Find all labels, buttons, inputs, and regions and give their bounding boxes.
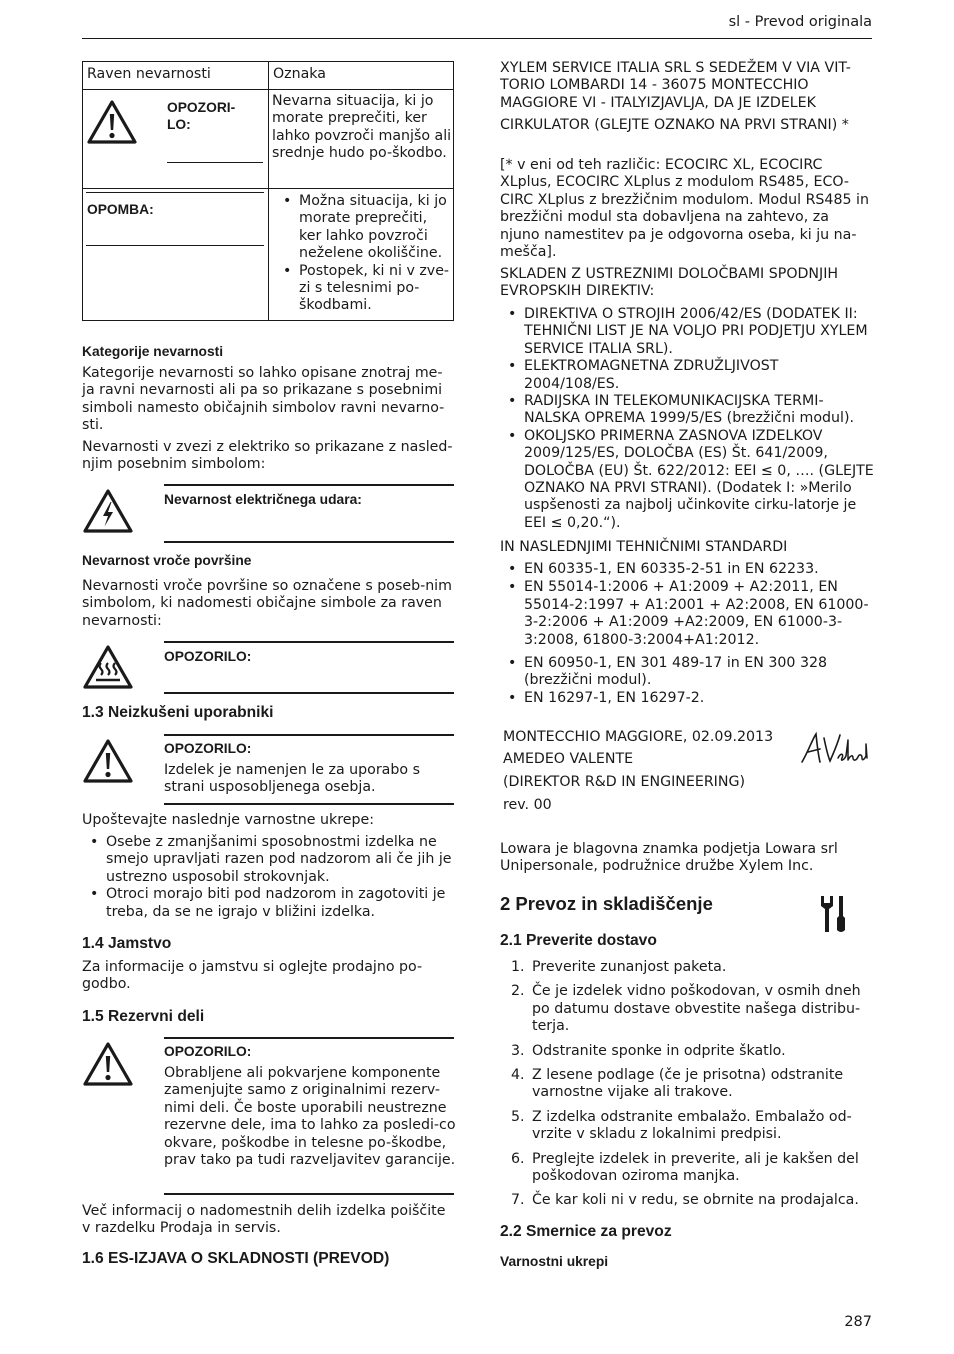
s1-3-warning-label: OPOZORILO: bbox=[164, 741, 252, 756]
directives-list bbox=[500, 306, 874, 532]
list-item: 2. Če je izdelek vidno poškodovan, v osmih dneh po datumu dostave obvestite našega distribu-terja. bbox=[511, 983, 861, 1035]
row2-list bbox=[275, 193, 451, 315]
list-item: 3. Odstranite sponke in odprite škatlo. bbox=[511, 1042, 786, 1059]
hot-surface-label: OPOZORILO: bbox=[164, 649, 252, 664]
row2-label: OPOMBA: bbox=[87, 202, 154, 217]
section-2-1-title: 2.1 Preverite dostavo bbox=[500, 932, 657, 949]
s1-4-text: Za informacije o jamstvu si oglejte prodajno po-godbo. bbox=[82, 959, 423, 993]
declaration-p5: IN NASLEDNJIMI TEHNIČNIMI STANDARDI bbox=[500, 539, 788, 555]
list-item: • DIREKTIVA O STROJIH 2006/42/ES (DODATEK II: TEHNIČNI LIST JE NA VOLJO PRI PODJETJU XYLEM SERVICE ITALIA SRL). bbox=[500, 306, 874, 358]
categories-p2: Nevarnosti v zvezi z elektriko so prikazane z nasled-njim posebnim simbolom: bbox=[82, 439, 453, 473]
list-item: • EN 16297-1, EN 16297-2. bbox=[500, 690, 874, 707]
list-item: • EN 60950-1, EN 301 489-17 in EN 300 328 (brezžični modul). bbox=[500, 655, 874, 690]
categories-p1: Kategorije nevarnosti so lahko opisane znotraj me-ja ravni nevarnosti ali pa so prikazane s posebnimi simboli namesto običajnih simbolov ravni nevarno-sti. bbox=[82, 365, 445, 434]
list-item: • RADIJSKA IN TELEKOMUNIKACIJSKA TERMI-NALSKA OPREMA 1999/5/ES (brezžični modul). bbox=[500, 393, 874, 428]
s1-5-warning-label: OPOZORILO: bbox=[164, 1044, 252, 1059]
hot-surface-title: Nevarnost vroče površine bbox=[82, 553, 252, 568]
section-1-3-title: 1.3 Neizkušeni uporabniki bbox=[82, 704, 274, 721]
hazard-table bbox=[82, 61, 454, 321]
list-item: • Postopek, ki ni v zve-zi s telesnimi po-škodbami. bbox=[275, 263, 451, 315]
list-item: • EN 60335-1, EN 60335-2-51 in EN 62233. bbox=[500, 561, 874, 578]
electric-label: Nevarnost električnega udara: bbox=[164, 492, 362, 507]
s1-3-intro: Upoštevajte naslednje varnostne ukrepe: bbox=[82, 812, 375, 828]
hot-surface-icon bbox=[82, 644, 134, 690]
delivery-steps bbox=[500, 959, 874, 1217]
safety-subtitle: Varnostni ukrepi bbox=[500, 1254, 609, 1269]
declaration-p2: CIRKULATOR (GLEJTE OZNAKO NA PRVI STRANI) * bbox=[500, 117, 849, 133]
list-item: 6. Preglejte izdelek in preverite, ali je kakšen del poškodovan oziroma manjka. bbox=[511, 1150, 859, 1185]
list-item: 1. Preverite zunanjost paketa. bbox=[511, 959, 727, 975]
list-item: • ELEKTROMAGNETNA ZDRUŽLJIVOST 2004/108/ES. bbox=[500, 358, 874, 393]
table-header-level: Raven nevarnosti bbox=[87, 66, 211, 82]
declaration-p4: SKLADEN Z USTREZNIMI DOLOČBAMI SPODNJIH EVROPSKIH DIREKTIV: bbox=[500, 266, 839, 300]
hot-surface-text: Nevarnosti vroče površine so označene s poseb-nim simbolom, ki nadomesti običajne simbole za raven nevarnosti: bbox=[82, 578, 452, 629]
s1-5-warning-text: Obrabljene ali pokvarjene komponente zamenjujte samo z originalnimi rezerv-nimi deli. Če boste uporabili neustrezne rezervne dele, ima to lahko za posledi-co okvare, poškodbe in telesne po-škodbe, prav tako pa tudi razveljavitev garancije. bbox=[164, 1065, 456, 1169]
declaration-p3: [* v eni od teh različic: ECOCIRC XL, ECOCIRC XLplus, ECOCIRC XLplus z modulom RS485, ECO-CIRC XLplus z brezžičnim modulom. Modul RS485 in brezžični modul sta dobavljena na zahtevo, za njuno namestitev pa je odgovorna oseba, ki ju na-mešča]. bbox=[500, 157, 869, 261]
header-text: sl - Prevod originala bbox=[728, 14, 872, 30]
section-2-title: 2 Prevoz in skladiščenje bbox=[500, 893, 713, 914]
s1-3-list bbox=[82, 834, 454, 921]
sign-rev: rev. 00 bbox=[503, 797, 552, 813]
warning-triangle-icon bbox=[82, 738, 134, 784]
brand-note: Lowara je blagovna znamka podjetja Lowara srl Unipersonale, podružnice družbe Xylem Inc. bbox=[500, 841, 838, 875]
warning-triangle-icon bbox=[82, 1041, 134, 1087]
table-header-sign: Oznaka bbox=[273, 66, 326, 82]
sign-role: (DIREKTOR R&D IN ENGINEERING) bbox=[503, 774, 746, 790]
list-item: • OKOLJSKO PRIMERNA ZASNOVA IZDELKOV 2009/125/ES, DOLOČBA (ES) Št. 641/2009, DOLOČBA (EU) Št. 622/2012: EEI ≤ 0, …. (GLEJTE OZNAKO NA PRVI STRANI). (Dodatek I: »Merilo uspšenosti za najbolj učinkovite cirku-latorje je EEI ≤ 0,20.“). bbox=[500, 428, 874, 532]
s1-5-more: Več informacij o nadomestnih delih izdelka poiščite v razdelku Prodaja in servis. bbox=[82, 1203, 446, 1237]
section-2-2-title: 2.2 Smernice za prevoz bbox=[500, 1223, 672, 1240]
sign-name: AMEDEO VALENTE bbox=[503, 751, 634, 767]
header-rule bbox=[82, 38, 872, 39]
list-item: 5. Z izdelka odstranite embalažo. Embalažo od-vrzite v skladu z lokalnimi predpisi. bbox=[511, 1108, 852, 1143]
list-item: • Možna situacija, ki jo morate preprečiti, ker lahko povzroči neželene okoliščine. bbox=[275, 193, 451, 263]
list-item: • Otroci morajo biti pod nadzorom in zagotoviti je treba, da se ne igrajo v bližini izdelka. bbox=[82, 886, 454, 921]
categories-title: Kategorije nevarnosti bbox=[82, 344, 224, 359]
tools-icon bbox=[818, 894, 848, 934]
standards-list bbox=[500, 561, 874, 707]
s1-3-warning-text: Izdelek je namenjen le za uporabo s strani usposobljenega osebja. bbox=[164, 762, 420, 796]
signature-image bbox=[800, 730, 872, 768]
warning-triangle-icon bbox=[86, 99, 138, 145]
section-1-5-title: 1.5 Rezervni deli bbox=[82, 1008, 205, 1025]
declaration-p1: XYLEM SERVICE ITALIA SRL S SEDEŽEM V VIA VIT-TORIO LOMBARDI 14 - 36075 MONTECCHIO MAGGIORE VI - ITALYIZJAVLJA, DA JE IZDELEK bbox=[500, 60, 851, 111]
list-item: • EN 55014-1:2006 + A1:2009 + A2:2011, EN 55014-2:1997 + A1:2001 + A2:2008, EN 61000-3-2:2006 + A1:2009 +A2:2009, EN 61000-3-3:2008, 61800-3:2004+A1:2012. bbox=[500, 579, 874, 649]
section-1-6-title: 1.6 ES-IZJAVA O SKLADNOSTI (PREVOD) bbox=[82, 1250, 390, 1267]
row1-description: Nevarna situacija, ki jo morate preprečiti, ker lahko povzroči manjšo ali srednje hudo po-škodbo. bbox=[272, 93, 452, 162]
electric-hazard-icon bbox=[82, 488, 134, 534]
row1-label: OPOZORI- LO: bbox=[167, 100, 236, 132]
list-item: 7. Če kar koli ni v redu, se obrnite na prodajalca. bbox=[511, 1192, 859, 1209]
page-number: 287 bbox=[844, 1314, 872, 1330]
list-item: • Osebe z zmanjšanimi sposobnostmi izdelka ne smejo upravljati razen pod nadzorom ali če jih je ustrezno usposobil strokovnjak. bbox=[82, 834, 454, 886]
sign-place-date: MONTECCHIO MAGGIORE, 02.09.2013 bbox=[503, 729, 774, 745]
section-1-4-title: 1.4 Jamstvo bbox=[82, 935, 172, 952]
list-item: 4. Z lesene podlage (če je prisotna) odstranite varnostne vijake ali trakove. bbox=[511, 1067, 844, 1101]
